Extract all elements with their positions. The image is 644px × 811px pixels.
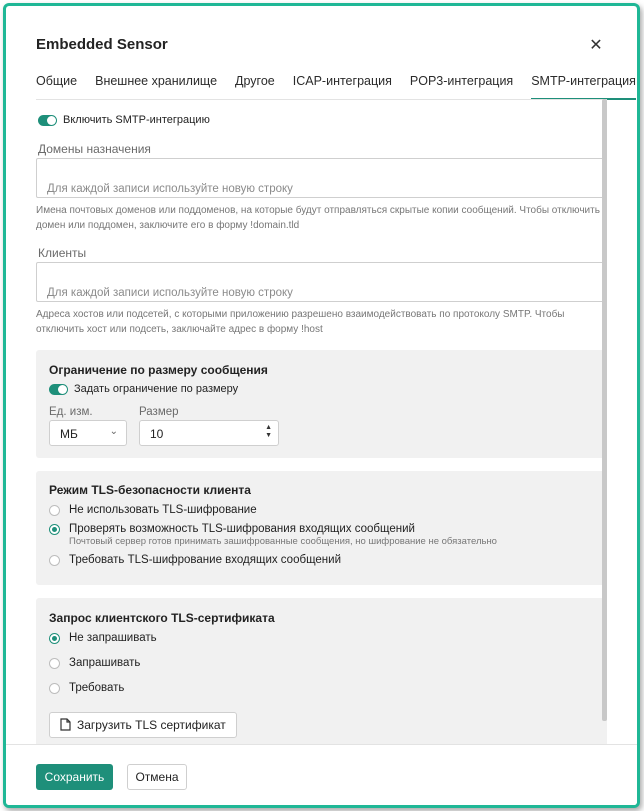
- domains-placeholder: Для каждой записи используйте новую строку: [47, 183, 293, 195]
- tls-mode-panel: [36, 471, 607, 585]
- unit-value: МБ: [60, 427, 78, 441]
- tls-mode-title: Режим TLS-безопасности клиента: [49, 483, 251, 497]
- radio-button[interactable]: [49, 505, 60, 516]
- tls-cert-title: Запрос клиентского TLS-сертификата: [49, 611, 275, 625]
- tls-mode-option[interactable]: [49, 504, 257, 516]
- tab-bar: [36, 74, 640, 100]
- radio-button-checked[interactable]: [49, 633, 60, 644]
- document-icon: [60, 718, 71, 737]
- enable-smtp-label: Включить SMTP-интеграцию: [63, 114, 210, 126]
- tls-mode-option-label: Проверять возможность TLS-шифрования входящих сообщений: [69, 523, 415, 535]
- enable-smtp-row: [38, 114, 210, 126]
- size-limit-panel: [36, 350, 607, 458]
- domains-hint: Имена почтовых доменов или поддоменов, на которые будут отправляться скрытые копии сообщений. Чтобы отключить домен или поддомен, заключите его в форму !domain.tld: [36, 205, 600, 231]
- clients-placeholder: Для каждой записи используйте новую строку: [47, 287, 293, 299]
- unit-label: Ед. изм.: [49, 406, 93, 418]
- upload-tls-cert-label: Загрузить TLS сертификат: [77, 718, 226, 732]
- chevron-down-icon: ⌄: [109, 426, 118, 437]
- content-scrollbar[interactable]: [602, 99, 607, 721]
- tab-external-storage[interactable]: Внешнее хранилище: [95, 74, 218, 88]
- tls-mode-option-sub: Почтовый сервер готов принимать зашифрованные сообщения, но шифрование не обязательно: [69, 536, 497, 547]
- size-label: Размер: [139, 406, 179, 418]
- settings-dialog: [3, 3, 640, 808]
- domains-label: Домены назначения: [38, 142, 151, 156]
- tls-cert-option[interactable]: [49, 632, 157, 644]
- stepper-arrows-icon[interactable]: ▲ ▼: [265, 424, 272, 439]
- radio-button[interactable]: [49, 658, 60, 669]
- dialog-title: Embedded Sensor: [36, 36, 168, 53]
- size-limit-toggle-label: Задать ограничение по размеру: [74, 383, 239, 395]
- clients-label: Клиенты: [38, 246, 87, 260]
- tls-mode-option-label: Требовать TLS-шифрование входящих сообщений: [69, 554, 341, 566]
- upload-tls-cert-button[interactable]: [49, 712, 237, 738]
- tab-smtp[interactable]: SMTP-интеграция: [531, 74, 636, 100]
- dialog-footer: [6, 744, 637, 808]
- tls-mode-option[interactable]: [49, 523, 497, 547]
- cancel-button[interactable]: Отмена: [127, 764, 187, 790]
- size-limit-title: Ограничение по размеру сообщения: [49, 363, 268, 377]
- clients-hint: Адреса хостов или подсетей, с которыми приложению разрешено взаимодействовать по протоколу SMTP. Чтобы отключить хост или подсеть, заключайте адрес в форму !host: [36, 309, 565, 335]
- size-value: 10: [150, 427, 164, 441]
- tls-cert-option[interactable]: [49, 657, 140, 669]
- smtp-settings-content: [36, 99, 607, 745]
- save-button[interactable]: Сохранить: [36, 764, 113, 790]
- size-stepper[interactable]: [139, 420, 279, 446]
- domains-textarea[interactable]: [36, 158, 607, 198]
- tab-icap[interactable]: ICAP-интеграция: [292, 74, 392, 88]
- enable-smtp-toggle[interactable]: [38, 115, 57, 126]
- tls-cert-option-label: Не запрашивать: [69, 632, 157, 644]
- tls-mode-option[interactable]: [49, 554, 341, 566]
- tls-cert-option-label: Требовать: [69, 682, 125, 694]
- radio-button-checked[interactable]: [49, 524, 60, 535]
- tab-general[interactable]: Общие: [36, 74, 78, 88]
- size-limit-toggle-row: [49, 383, 238, 395]
- tls-cert-option-label: Запрашивать: [69, 657, 141, 669]
- radio-button[interactable]: [49, 555, 60, 566]
- tab-pop3[interactable]: POP3-интеграция: [409, 74, 514, 88]
- tls-cert-option[interactable]: [49, 682, 124, 694]
- tls-cert-panel: [36, 598, 607, 745]
- clients-textarea[interactable]: [36, 262, 607, 302]
- tls-mode-option-label: Не использовать TLS-шифрование: [69, 504, 257, 516]
- unit-select[interactable]: [49, 420, 127, 446]
- close-icon[interactable]: ✕: [589, 37, 603, 54]
- radio-button[interactable]: [49, 683, 60, 694]
- size-limit-toggle[interactable]: [49, 384, 68, 395]
- tab-other[interactable]: Другое: [235, 74, 275, 88]
